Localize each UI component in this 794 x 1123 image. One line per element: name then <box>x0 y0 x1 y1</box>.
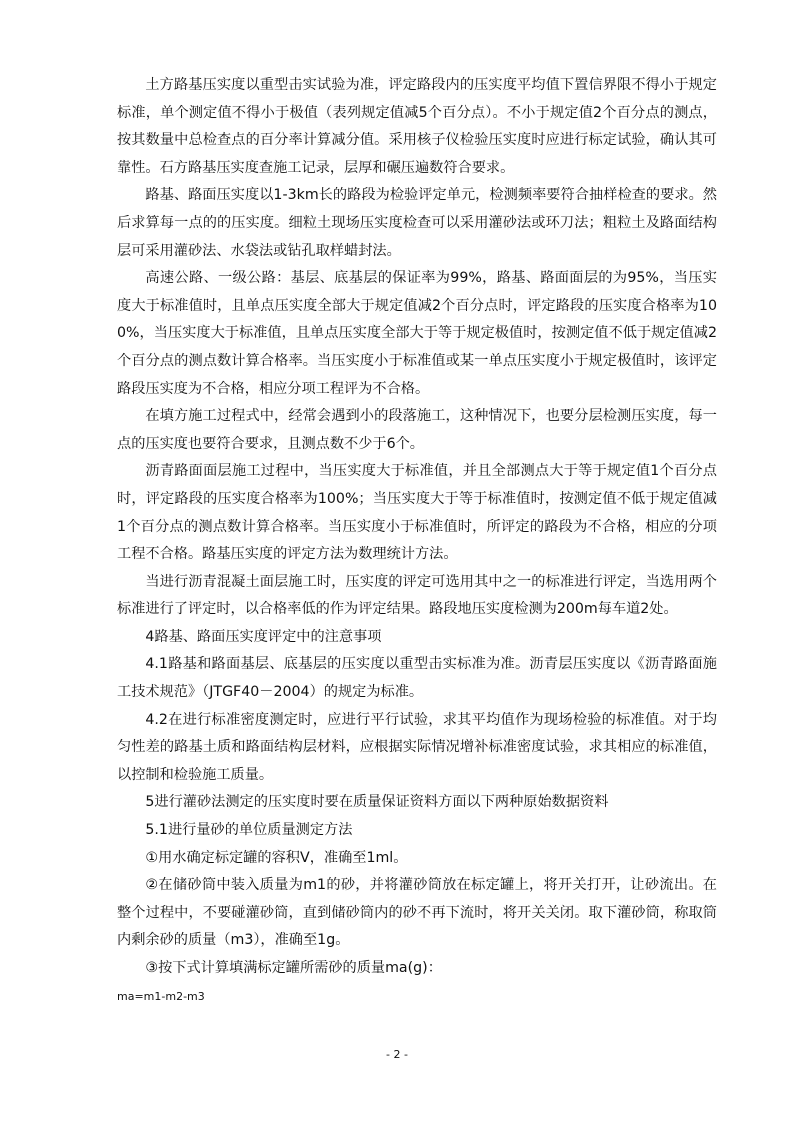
paragraph-asphalt-surface: 沥青路面面层施工过程中，当压实度大于标准值，并且全部测点大于等于规定值1个百分点时，评定路段的压实度合格率为100%；当压实度大于等于标准值时，按测定值不低于规定值减1个百分点的测点数计算合格率。当压实度小于标准值时，所评定的路段为不合格，相应的分项工程不合格。路基压实度的评定方法为数理统计方法。 <box>117 463 717 563</box>
paragraph-asphalt-concrete-evaluation: 当进行沥青混凝土面层施工时，压实度的评定可选用其中之一的标准进行评定，当选用两个标准进行了评定时，以合格率低的作为评定结果。路段地压实度检测为200m每车道2处。 <box>117 573 717 618</box>
section-heading-5-1: 5.1进行量砂的单位质量测定方法 <box>145 822 353 839</box>
step-1-volume: ①用水确定标定罐的容积V，准确至1ml。 <box>145 849 408 866</box>
step-3-formula-intro: ③按下式计算填满标定罐所需砂的质量ma(g)： <box>145 960 442 976</box>
paragraph-fill-construction: 在填方施工过程式中，经常会遇到小的段落施工，这种情况下，也要分层检测压实度，每一点的压实度也要符合要求，且测点数不少于6个。 <box>117 408 717 452</box>
paragraph-4-1: 4.1路基和路面基层、底基层的压实度以重型击实标准为准。沥青层压实度以《沥青路面施工技术规范》（JTGF40－2004）的规定为标准。 <box>117 656 717 701</box>
paragraph-4-2: 4.2在进行标准密度测定时，应进行平行试验，求其平均值作为现场检验的标准值。对于均匀性差的路基土质和路面结构层材料，应根据实际情况增补标准密度试验，求其相应的标准值，以控制和检验施工质量。 <box>117 711 717 783</box>
document-body <box>117 72 717 1010</box>
paragraph-evaluation-unit: 路基、路面压实度以1-3km长的路段为检验评定单元，检测频率要符合抽样检查的要求。然后求算每一点的的压实度。细粒土现场压实度检查可以采用灌砂法或环刀法；粗粒土及路面结构层可采用灌砂法、水袋法或钻孔取样蜡封法。 <box>117 187 717 259</box>
paragraph-highway-guarantee-rate: 高速公路、一级公路：基层、底基层的保证率为99%，路基、路面面层的为95%，当压实度大于标准值时，且单点压实度全部大于规定值减2个百分点时，评定路段的压实度合格率为100%，当压实度大于标准值，且单点压实度全部大于等于规定极值时，按测定值不低于规定值减2个百分点的测点数计算合格率。当压实度小于标准值或某一单点压实度小于规定极值时，该评定路段压实度为不合格，相应分项工程评为不合格。 <box>117 270 717 397</box>
step-2-sand-mass: ②在储砂筒中装入质量为m1的砂，并将灌砂筒放在标定罐上，将开关打开，让砂流出。在整个过程中，不要碰灌砂筒，直到储砂筒内的砂不再下流时，将开关关闭。取下灌砂筒，称取筒内剩余砂的质量（m3），准确至1g。 <box>117 877 717 949</box>
page-number: - 2 - <box>386 1048 408 1061</box>
formula-ma: ma=m1-m2-m3 <box>117 989 205 1003</box>
section-heading-4: 4路基、路面压实度评定中的注意事项 <box>145 628 382 645</box>
section-heading-5: 5进行灌砂法测定的压实度时要在质量保证资料方面以下两种原始数据资料 <box>145 794 609 811</box>
paragraph-earthwork-compaction: 土方路基压实度以重型击实试验为准，评定路段内的压实度平均值下置信界限不得小于规定标准，单个测定值不得小于极值（表列规定值减5个百分点）。不小于规定值2个百分点的测点，按其数量中总检查点的百分率计算减分值。采用核子仪检验压实度时应进行标定试验，确认其可靠性。石方路基压实度查施工记录，层厚和碾压遍数符合要求。 <box>117 77 717 176</box>
